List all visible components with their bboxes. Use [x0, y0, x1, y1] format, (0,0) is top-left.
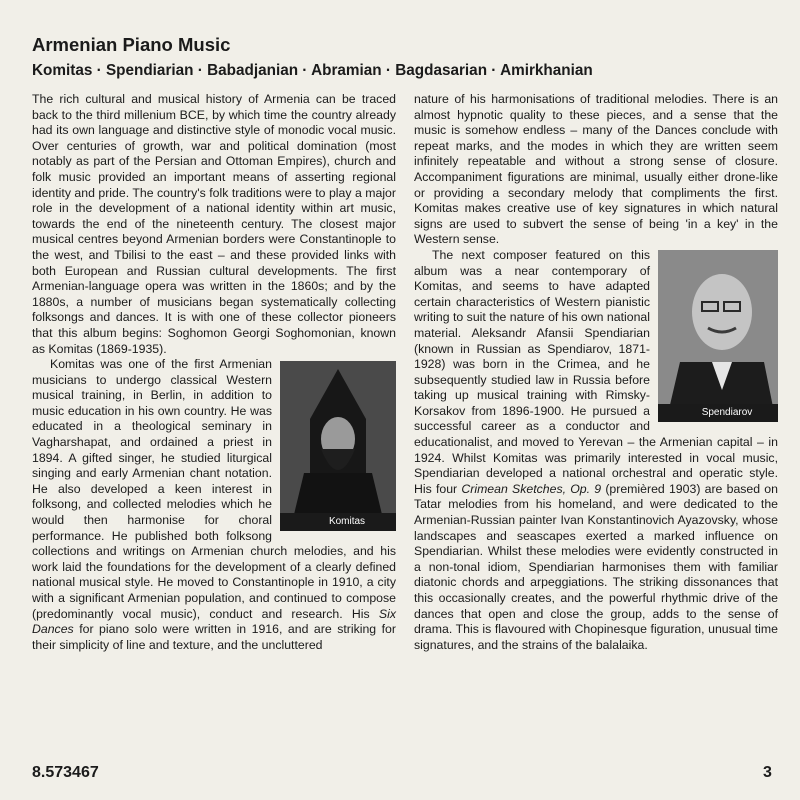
spendiarian-text-a: The next composer featured on this album was a near contemporary of Komitas, and seems to have adapted certain characteristics of Western pianistic writing to suit the nature of his own national material. Aleksandr Afansii Spendiarian (known in Russian as Spendiarov, 1871-1928) was born in the Crimea, and he subsequently studied law in Russia before taking up musical training with Rimsky-Korsakov from 1896-1900. He pursued a successful career as a conductor and educationalist, and moved to Yerevan – the Armenian capital – in 1924. Whilst Komitas was primarily interested in vocal music, Spendiarian developed a national orchestral and operatic style. His four	[414, 247, 778, 496]
right-column	[414, 92, 778, 653]
komitas-text-a: Komitas was one of the first Armenian musicians to undergo classical Western musical training, in Berlin, in addition to music education in his own country. He was educated in a theological seminary in Vagharshapat, and ordained a priest in 1894. A gifted singer, he studied liturgical singing and early Armenian chant notation. He also developed a keen interest in folksong, and collected melodies which he would then harmonise for choral performance. He published both folksong collections and writings on Armenian church melodies, and his work laid the foundations for the development of a clearly defined national musical style. He moved to Constantinople in 1910, a city with a significant Armenian population, and continued to compose (predominantly vocal music), conduct and research. His	[32, 357, 396, 621]
six-dances-title: Six Dances	[32, 606, 396, 637]
komitas-text-b: for piano solo were written in 1916, and are striking for their simplicity of line and texture, and the uncluttered	[32, 622, 396, 652]
composer-list: Komitas · Spendiarian · Babadjanian · Abramian · Bagdasarian · Amirkhanian	[32, 62, 593, 79]
spendiarov-portrait-image	[658, 250, 778, 422]
harmonisation-paragraph: nature of his harmonisations of traditional melodies. There is an almost hypnotic quality to these pieces, and a sense that the music is somehow endless – many of the Dances conclude with repeat marks, and the modes in which they are written seem infinitely repeatable and without a strong sense of closure. Accompaniment figurations are minimal, usually either drone-like or providing a secondary melody that compliments the first. Komitas makes creative use of key signatures in which natural signs are used to subvert the sense of being 'in a key' in the Western sense.	[414, 92, 778, 247]
page-number: 3	[763, 764, 772, 781]
crimean-sketches-title: Crimean Sketches, Op. 9	[461, 481, 602, 496]
page-title: Armenian Piano Music	[32, 34, 231, 55]
left-column	[32, 92, 396, 653]
spendiarov-photo	[658, 250, 778, 422]
komitas-portrait-image	[280, 361, 396, 531]
komitas-photo-caption: Komitas	[280, 513, 396, 531]
intro-paragraph: The rich cultural and musical history of Armenia can be traced back to the third millenium BCE, by which time the country already had its own language and distinctive style of monodic vocal music. Over centuries of growth, war and political domination (most notably as part of the Persian and Ottoman Empires), church and folk music provided an important means of asserting regional identity and pride. The country's folk traditions were to play a major role in the development of a national identity within art music, towards the end of the nineteenth century. The closest major musical centres beyond Armenian borders were Constantinople to the west, and Tbilisi to the east – and these provided links with both European and Russian cultural developments. The first Armenian-language opera was written in the 1860s; and by the 1880s, a number of musicians began systematically collecting folksongs and dances. It is with one of these collector pioneers that this album begins: Soghomon Georgi Soghomonian, known as Komitas (1869-1935).	[32, 92, 396, 356]
komitas-photo	[280, 361, 396, 531]
spendiarian-paragraph	[414, 248, 778, 653]
komitas-paragraph	[32, 357, 396, 653]
spendiarov-photo-caption: Spendiarov	[658, 404, 778, 422]
catalogue-number: 8.573467	[32, 764, 99, 781]
spendiarian-text-b: (premièred 1903) are based on Tatar melodies from his homeland, and were dedicated to the Armenian-Russian painter Ivan Konstantinovich Ayazovsky, whose landscapes and seascapes exerted a marked influence on Spendiarian. Whilst these melodies were evidently constructed in a non-tonal idiom, Spendiarian harmonises them with familiar diatonic chords and arpeggiations. The striking dissonances that this occasionally creates, and the powerful rhythmic drive of the dances that open and close the group, adds to the sense of drama. This is flavoured with Chopinesque figuration, unusual time signatures, and the strains of the balalaika.	[414, 481, 778, 652]
